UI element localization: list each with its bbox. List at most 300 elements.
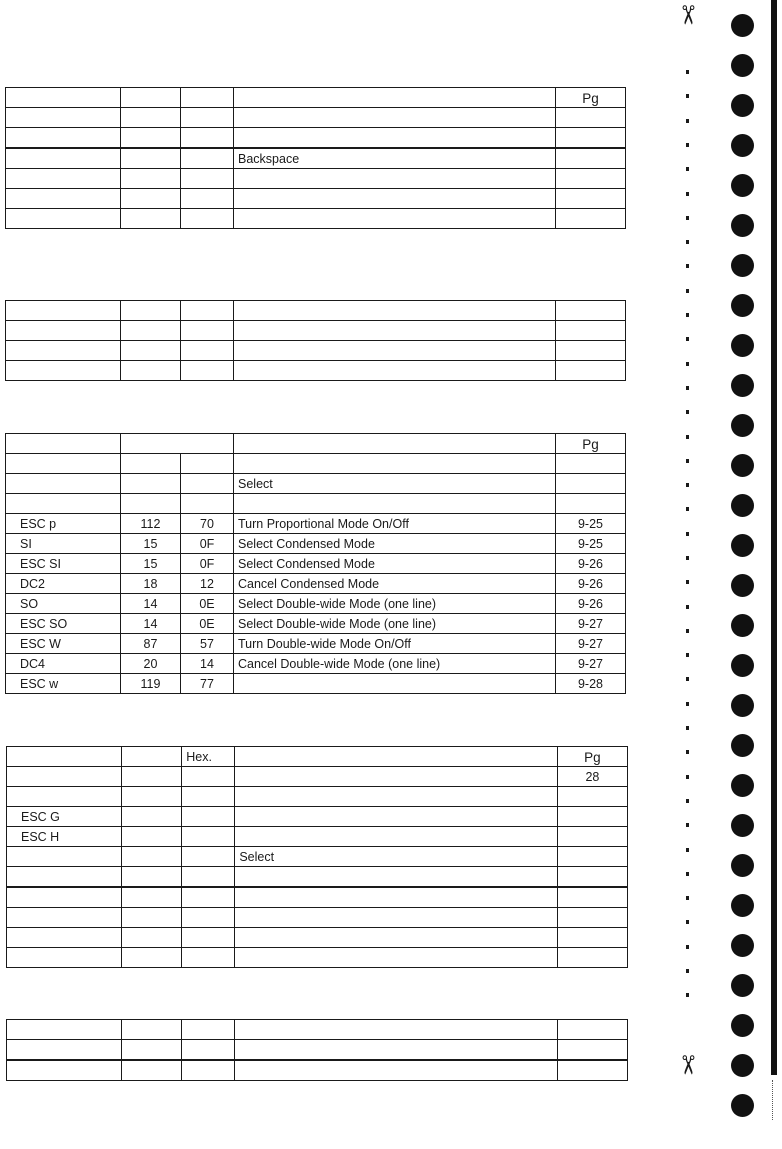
function-description: Select Double-wide Mode (one line) <box>234 614 556 634</box>
table-cell <box>557 1060 627 1081</box>
perforation-dot <box>686 337 689 341</box>
command-name <box>6 301 121 321</box>
table-cell <box>182 1040 235 1061</box>
hex-code <box>181 148 234 169</box>
tractor-hole <box>731 294 754 317</box>
perforation-dot <box>686 920 689 924</box>
table-cell <box>235 948 558 968</box>
table-cell <box>235 767 558 787</box>
function-description: Select Condensed Mode <box>234 554 556 574</box>
table-cell <box>182 827 235 847</box>
perforation-dot <box>686 192 689 196</box>
table-cell <box>182 767 235 787</box>
tractor-hole <box>731 734 754 757</box>
table-cell <box>6 494 121 514</box>
table-cell <box>556 494 626 514</box>
table-cell <box>122 827 182 847</box>
table-cell <box>7 908 122 928</box>
table-row <box>7 948 628 968</box>
table-row <box>6 321 626 341</box>
table-cell <box>182 908 235 928</box>
perforation-dot <box>686 167 689 171</box>
table-row <box>6 534 626 554</box>
tractor-hole <box>731 854 754 877</box>
table-cell <box>235 867 558 888</box>
perforation-dot <box>686 119 689 123</box>
table-row <box>6 674 626 694</box>
page-ref <box>556 128 626 149</box>
page-ref <box>556 301 626 321</box>
function-description <box>234 209 556 229</box>
table-cell <box>556 474 626 494</box>
tractor-hole <box>731 134 754 157</box>
page-ref <box>556 169 626 189</box>
page-ref: 28 <box>557 767 627 787</box>
decimal-code: 15 <box>121 554 181 574</box>
command-name: ESC G <box>7 807 122 827</box>
table-cell <box>122 887 182 908</box>
decimal-code <box>121 341 181 361</box>
function-description <box>234 361 556 381</box>
table-row <box>6 514 626 534</box>
perforation-dot <box>686 410 689 414</box>
table-row <box>6 574 626 594</box>
hex-code <box>181 128 234 149</box>
table-row <box>6 169 626 189</box>
perforation-dot <box>686 702 689 706</box>
table-cell <box>122 948 182 968</box>
perforation-dot <box>686 653 689 657</box>
tractor-hole <box>731 934 754 957</box>
table-cell <box>122 1020 182 1040</box>
table-row <box>7 1040 628 1061</box>
page-ref: 9-26 <box>556 594 626 614</box>
table-cell <box>557 1040 627 1061</box>
table-cell <box>121 494 181 514</box>
decimal-code <box>121 361 181 381</box>
page-ref: 9-27 <box>556 614 626 634</box>
table-cell <box>235 887 558 908</box>
page-ref: 9-26 <box>556 574 626 594</box>
table-cell <box>235 827 558 847</box>
table-row <box>7 887 628 908</box>
table-cell <box>182 1020 235 1040</box>
function-description <box>234 321 556 341</box>
tractor-hole <box>731 454 754 477</box>
decimal-code: 15 <box>121 534 181 554</box>
tractor-hole <box>731 574 754 597</box>
function-description: Turn Proportional Mode On/Off <box>234 514 556 534</box>
table-row <box>6 594 626 614</box>
tractor-hole <box>731 494 754 517</box>
tractor-hole <box>731 254 754 277</box>
table-cell <box>122 767 182 787</box>
perforation-dot <box>686 143 689 147</box>
table-cell <box>6 474 121 494</box>
page-ref: 9-25 <box>556 534 626 554</box>
table-cell <box>7 847 122 867</box>
command-name: ESC H <box>7 827 122 847</box>
page-edge-bar <box>771 0 777 1075</box>
table-row <box>7 787 628 807</box>
table-row <box>6 341 626 361</box>
command-name: SO <box>6 594 121 614</box>
decimal-code <box>121 148 181 169</box>
tractor-hole <box>731 614 754 637</box>
function-description: Cancel Condensed Mode <box>234 574 556 594</box>
command-name: SI <box>6 534 121 554</box>
header-pg: Pg <box>556 434 626 454</box>
perforation-dot <box>686 313 689 317</box>
table-cell <box>235 1020 558 1040</box>
scissors-icon: ✂ <box>671 4 702 26</box>
hex-code <box>181 301 234 321</box>
table-cell <box>122 787 182 807</box>
table-cell <box>122 867 182 888</box>
hex-code: 0E <box>181 614 234 634</box>
table-cell <box>235 908 558 928</box>
table-cell <box>182 787 235 807</box>
perforation-dot <box>686 459 689 463</box>
function-description <box>234 189 556 209</box>
hex-code <box>181 321 234 341</box>
tractor-hole <box>731 174 754 197</box>
tractor-hole <box>731 534 754 557</box>
function-description: Backspace <box>234 148 556 169</box>
table-cell <box>557 928 627 948</box>
perforation-dot <box>686 799 689 803</box>
table-cell <box>7 867 122 888</box>
table-cell <box>557 827 627 847</box>
command-table-1 <box>5 87 626 229</box>
perforation-dot <box>686 362 689 366</box>
command-name: ESC SO <box>6 614 121 634</box>
tractor-hole <box>731 214 754 237</box>
perforation-dot <box>686 216 689 220</box>
page-ref: 9-26 <box>556 554 626 574</box>
table-cell <box>122 1040 182 1061</box>
table-cell <box>121 88 181 108</box>
perforation-dot <box>686 435 689 439</box>
header-hex: Hex. <box>182 747 235 767</box>
table-cell <box>182 887 235 908</box>
perforation-dot <box>686 70 689 74</box>
table-cell <box>235 747 558 767</box>
table-cell <box>7 787 122 807</box>
table-cell <box>556 454 626 474</box>
table-cell <box>234 434 556 454</box>
hex-code <box>181 108 234 128</box>
page-ref: 9-28 <box>556 674 626 694</box>
table-cell <box>6 88 121 108</box>
table-cell <box>557 867 627 888</box>
hex-code: 70 <box>181 514 234 534</box>
function-description: Select Condensed Mode <box>234 534 556 554</box>
perforation-dot <box>686 848 689 852</box>
page-ref <box>556 341 626 361</box>
hex-code: 0E <box>181 594 234 614</box>
perforation-dot <box>686 750 689 754</box>
tractor-hole <box>731 14 754 37</box>
table-cell <box>122 807 182 827</box>
decimal-code <box>121 128 181 149</box>
table-cell <box>235 807 558 827</box>
function-description: Select <box>234 474 556 494</box>
command-name <box>6 321 121 341</box>
decimal-code: 119 <box>121 674 181 694</box>
tractor-hole <box>731 374 754 397</box>
table-row <box>7 1020 628 1040</box>
hex-code <box>181 361 234 381</box>
table-row <box>6 654 626 674</box>
hex-code <box>181 341 234 361</box>
table-header-row <box>7 747 628 767</box>
perforation-dot <box>686 969 689 973</box>
table-header-row <box>6 434 626 454</box>
table-cell <box>235 1040 558 1061</box>
command-table-2 <box>5 300 626 381</box>
tractor-hole <box>731 54 754 77</box>
table-cell <box>557 1020 627 1040</box>
hex-code: 12 <box>181 574 234 594</box>
table-cell <box>181 474 234 494</box>
table-cell <box>7 767 122 787</box>
tractor-hole <box>731 894 754 917</box>
command-name: DC2 <box>6 574 121 594</box>
table-cell <box>7 1060 122 1081</box>
decimal-code <box>121 108 181 128</box>
table-cell <box>122 747 182 767</box>
page-ref: 9-25 <box>556 514 626 534</box>
perforation-dot <box>686 507 689 511</box>
decimal-code <box>121 169 181 189</box>
perforation-dot <box>686 264 689 268</box>
table-cell <box>234 494 556 514</box>
perforation-dot <box>686 872 689 876</box>
table-cell <box>557 787 627 807</box>
function-description: Select Double-wide Mode (one line) <box>234 594 556 614</box>
command-table-3 <box>5 433 626 694</box>
hex-code: 0F <box>181 534 234 554</box>
function-description <box>234 169 556 189</box>
tractor-hole <box>731 974 754 997</box>
table-cell <box>7 948 122 968</box>
table-cell <box>6 434 121 454</box>
table-cell <box>121 434 234 454</box>
table-cell <box>182 928 235 948</box>
table-cell <box>122 928 182 948</box>
page-ref <box>556 189 626 209</box>
table-row <box>6 108 626 128</box>
table-cell <box>234 454 556 474</box>
table-row <box>6 128 626 149</box>
hex-code: 0F <box>181 554 234 574</box>
hex-code: 77 <box>181 674 234 694</box>
function-description <box>234 301 556 321</box>
table-cell <box>235 1060 558 1081</box>
table-row <box>7 847 628 867</box>
perforation-dot <box>686 580 689 584</box>
table-row <box>7 807 628 827</box>
hex-code: 57 <box>181 634 234 654</box>
table-cell <box>7 747 122 767</box>
command-name <box>6 169 121 189</box>
decimal-code: 14 <box>121 614 181 634</box>
table-cell <box>235 787 558 807</box>
function-description <box>234 108 556 128</box>
perforation-dot <box>686 945 689 949</box>
function-description <box>234 128 556 149</box>
perforation-dot <box>686 896 689 900</box>
page-ref: 9-27 <box>556 654 626 674</box>
header-pg: Pg <box>557 747 627 767</box>
command-name <box>6 189 121 209</box>
command-name: ESC p <box>6 514 121 534</box>
decimal-code <box>121 209 181 229</box>
table-cell <box>122 847 182 867</box>
command-table-4 <box>6 746 628 968</box>
function-description: Select <box>235 847 558 867</box>
scissors-icon: ✂ <box>671 1054 702 1076</box>
table-cell <box>182 807 235 827</box>
table-header-row <box>6 88 626 108</box>
command-table-5 <box>6 1019 628 1081</box>
header-pg: Pg <box>556 88 626 108</box>
table-row <box>7 867 628 888</box>
table-row <box>7 767 628 787</box>
tractor-hole <box>731 694 754 717</box>
tractor-hole <box>731 814 754 837</box>
table-row <box>6 361 626 381</box>
table-cell <box>557 908 627 928</box>
page-ref <box>556 361 626 381</box>
table-cell <box>182 1060 235 1081</box>
decimal-code: 18 <box>121 574 181 594</box>
table-cell <box>6 454 121 474</box>
command-name: ESC W <box>6 634 121 654</box>
table-cell <box>182 948 235 968</box>
table-cell <box>122 1060 182 1081</box>
table-row <box>7 928 628 948</box>
command-name: ESC w <box>6 674 121 694</box>
command-name <box>6 209 121 229</box>
table-cell <box>557 948 627 968</box>
perforation-dot <box>686 386 689 390</box>
decimal-code <box>121 321 181 341</box>
tractor-hole <box>731 1094 754 1117</box>
command-name <box>6 128 121 149</box>
decimal-code <box>121 301 181 321</box>
table-cell <box>235 928 558 948</box>
perforation-dot <box>686 556 689 560</box>
perforation-dot <box>686 677 689 681</box>
function-description <box>234 674 556 694</box>
command-name <box>6 361 121 381</box>
table-cell <box>234 88 556 108</box>
perforation-dot <box>686 726 689 730</box>
perforation-dot <box>686 240 689 244</box>
tractor-hole <box>731 414 754 437</box>
table-row <box>6 634 626 654</box>
page-ref <box>556 209 626 229</box>
table-row <box>7 1060 628 1081</box>
hex-code <box>181 209 234 229</box>
tractor-hole <box>731 774 754 797</box>
table-row <box>6 494 626 514</box>
tractor-hole <box>731 654 754 677</box>
table-cell <box>7 1020 122 1040</box>
table-row <box>6 148 626 169</box>
table-cell <box>182 867 235 888</box>
table-row <box>6 189 626 209</box>
table-row <box>6 209 626 229</box>
table-row <box>6 554 626 574</box>
decimal-code: 112 <box>121 514 181 534</box>
table-cell <box>181 88 234 108</box>
page-ref: 9-27 <box>556 634 626 654</box>
hex-code <box>181 169 234 189</box>
perforation-dot <box>686 775 689 779</box>
tractor-hole <box>731 94 754 117</box>
table-cell <box>181 494 234 514</box>
table-row <box>6 301 626 321</box>
table-row <box>6 474 626 494</box>
page-ref <box>556 108 626 128</box>
table-cell <box>7 887 122 908</box>
tractor-hole <box>731 1014 754 1037</box>
hex-code <box>181 189 234 209</box>
perforation-dot <box>686 94 689 98</box>
perforation-dot <box>686 823 689 827</box>
table-cell <box>181 454 234 474</box>
perforation-dot <box>686 605 689 609</box>
function-description <box>234 341 556 361</box>
table-cell <box>182 847 235 867</box>
decimal-code: 87 <box>121 634 181 654</box>
function-description: Cancel Double-wide Mode (one line) <box>234 654 556 674</box>
page-edge-specks <box>772 1080 777 1120</box>
tractor-hole <box>731 334 754 357</box>
table-row <box>7 908 628 928</box>
table-row <box>6 454 626 474</box>
table-cell <box>122 908 182 928</box>
table-cell <box>121 454 181 474</box>
tractor-hole <box>731 1054 754 1077</box>
table-cell <box>557 887 627 908</box>
perforation-dot <box>686 532 689 536</box>
hex-code: 14 <box>181 654 234 674</box>
table-row <box>7 827 628 847</box>
command-name: DC4 <box>6 654 121 674</box>
decimal-code <box>121 189 181 209</box>
table-cell <box>557 847 627 867</box>
table-cell <box>121 474 181 494</box>
page-ref <box>556 321 626 341</box>
page-ref <box>556 148 626 169</box>
table-cell <box>7 928 122 948</box>
decimal-code: 20 <box>121 654 181 674</box>
perforation-dot <box>686 483 689 487</box>
decimal-code: 14 <box>121 594 181 614</box>
command-name <box>6 341 121 361</box>
table-row <box>6 614 626 634</box>
perforation-dot <box>686 993 689 997</box>
perforation-dot <box>686 629 689 633</box>
command-name <box>6 108 121 128</box>
function-description: Turn Double-wide Mode On/Off <box>234 634 556 654</box>
command-name <box>6 148 121 169</box>
table-cell <box>7 1040 122 1061</box>
